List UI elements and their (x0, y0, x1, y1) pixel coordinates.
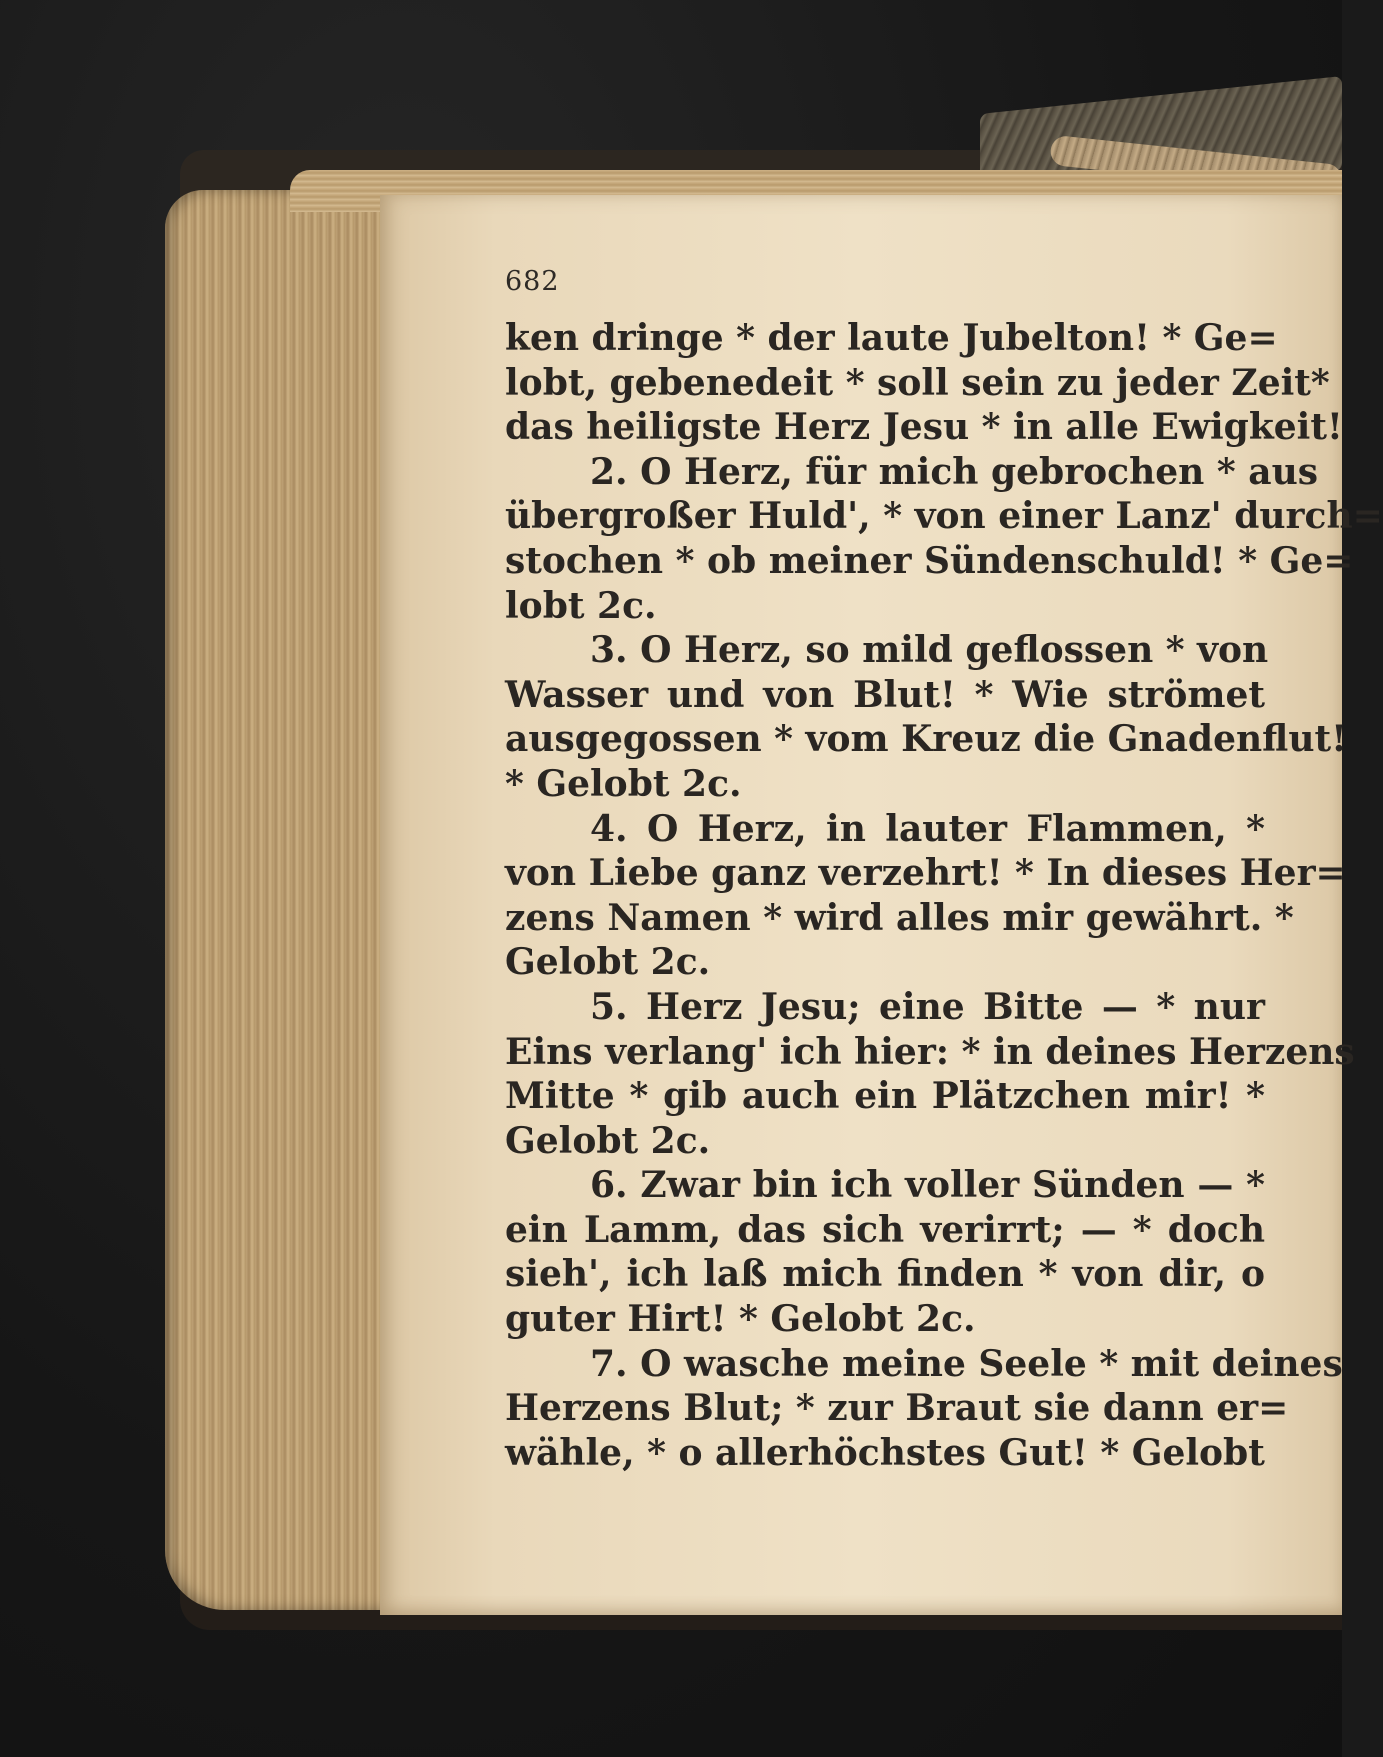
text-line: zens Namen * wird alles mir gewährt. * (505, 896, 1294, 939)
text-line: Gelobt 2c. (505, 1119, 711, 1162)
page-block-edge (165, 190, 405, 1610)
text-line: lobt, gebenedeit * soll sein zu jeder Zeit* (505, 361, 1330, 404)
text-line: guter Hirt! * Gelobt 2c. (505, 1298, 976, 1341)
text-line: das heiligste Herz Jesu * in alle Ewigkeit! (505, 406, 1343, 449)
text-line: 7. O wasche meine Seele * mit deines (590, 1342, 1343, 1385)
text-line: übergroßer Huld', * von einer Lanz' durch= (505, 495, 1383, 538)
text-line: von Liebe ganz verzehrt! * In dieses Her= (505, 852, 1346, 895)
text-line: Mitte * gib auch ein Plätzchen mir! * (505, 1075, 1265, 1118)
text-line: 6. Zwar bin ich voller Sünden — * (590, 1164, 1265, 1207)
text-line: sieh', ich laß mich finden * von dir, o (505, 1253, 1265, 1296)
text-line: ausgegossen * vom Kreuz die Gnadenflut! (505, 718, 1347, 761)
text-line: wähle, * o allerhöchstes Gut! * Gelobt (505, 1431, 1265, 1474)
text-line: Herzens Blut; * zur Braut sie dann er= (505, 1387, 1289, 1430)
text-line: Eins verlang' ich hier: * in deines Herzens (505, 1030, 1355, 1073)
text-line: 2. O Herz, für mich gebrochen * aus (590, 450, 1319, 493)
text-line: Wasser und von Blut! * Wie strömet (505, 673, 1265, 716)
text-line: ken dringe * der laute Jubelton! * Ge= (505, 317, 1278, 359)
text-line: 3. O Herz, so mild geflossen * von (590, 629, 1269, 672)
hymn-text-block (505, 316, 1383, 1475)
text-line: Gelobt 2c. (505, 941, 711, 984)
text-line: lobt 2c. (505, 584, 657, 627)
text-line: ein Lamm, das sich verirrt; — * doch (505, 1208, 1265, 1251)
page-number: 682 (505, 266, 560, 297)
text-line: 5. Herz Jesu; eine Bitte — * nur (590, 985, 1265, 1028)
text-line: stochen * ob meiner Sündenschuld! * Ge= (505, 539, 1354, 582)
text-line: * Gelobt 2c. (505, 762, 742, 805)
text-line: 4. O Herz, in lauter Flammen, * (590, 807, 1265, 850)
